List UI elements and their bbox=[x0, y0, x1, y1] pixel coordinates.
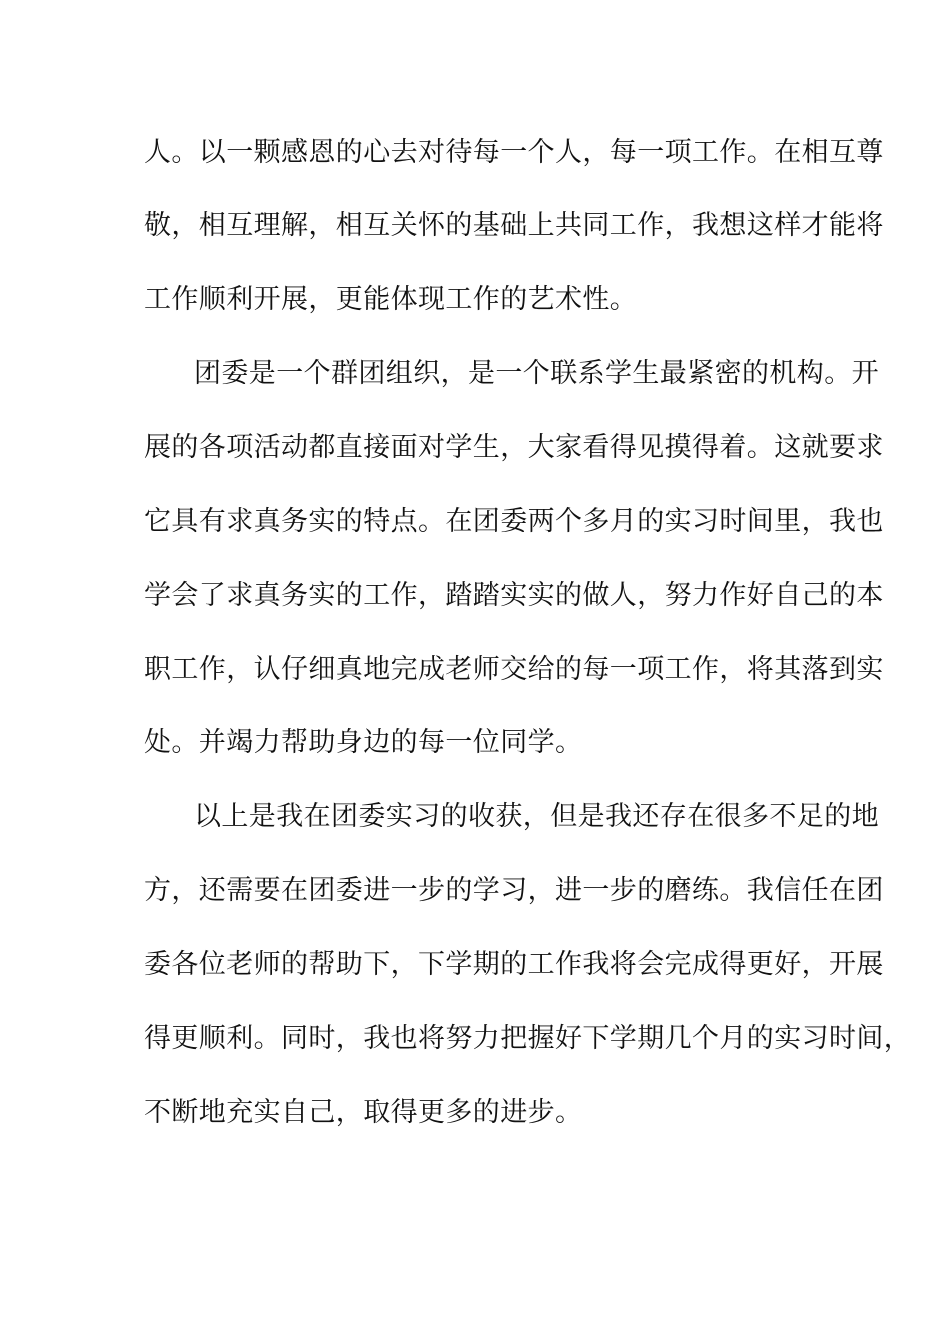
text-line: 展的各项活动都直接面对学生，大家看得见摸得着。这就要求 bbox=[144, 432, 884, 463]
text-line: 它具有求真务实的特点。在团委两个多月的实习时间里，我也 bbox=[144, 506, 884, 537]
text-line: 工作顺利开展，更能体现工作的艺术性。 bbox=[144, 284, 638, 315]
text-line: 方，还需要在团委进一步的学习，进一步的磨练。我信任在团 bbox=[144, 875, 884, 906]
text-line: 委各位老师的帮助下，下学期的工作我将会完成得更好，开展 bbox=[144, 949, 884, 980]
text-line: 敬，相互理解，相互关怀的基础上共同工作，我想这样才能将 bbox=[144, 210, 884, 241]
text-line: 处。并竭力帮助身边的每一位同学。 bbox=[144, 727, 583, 758]
text-line: 学会了求真务实的工作，踏踏实实的做人，努力作好自己的本 bbox=[144, 580, 884, 611]
text-line: 得更顺利。同时，我也将努力把握好下学期几个月的实习时间， bbox=[144, 1023, 912, 1054]
text-line: 职工作，认仔细真地完成老师交给的每一项工作，将其落到实 bbox=[144, 654, 884, 685]
text-line: 人。以一颗感恩的心去对待每一个人，每一项工作。在相互尊 bbox=[144, 137, 884, 168]
paragraph-first-line: 团委是一个群团组织，是一个联系学生最紧密的机构。开 bbox=[194, 358, 879, 389]
text-line: 不断地充实自己，取得更多的进步。 bbox=[144, 1097, 583, 1128]
paragraph-first-line: 以上是我在团委实习的收获，但是我还存在很多不足的地 bbox=[194, 801, 879, 832]
